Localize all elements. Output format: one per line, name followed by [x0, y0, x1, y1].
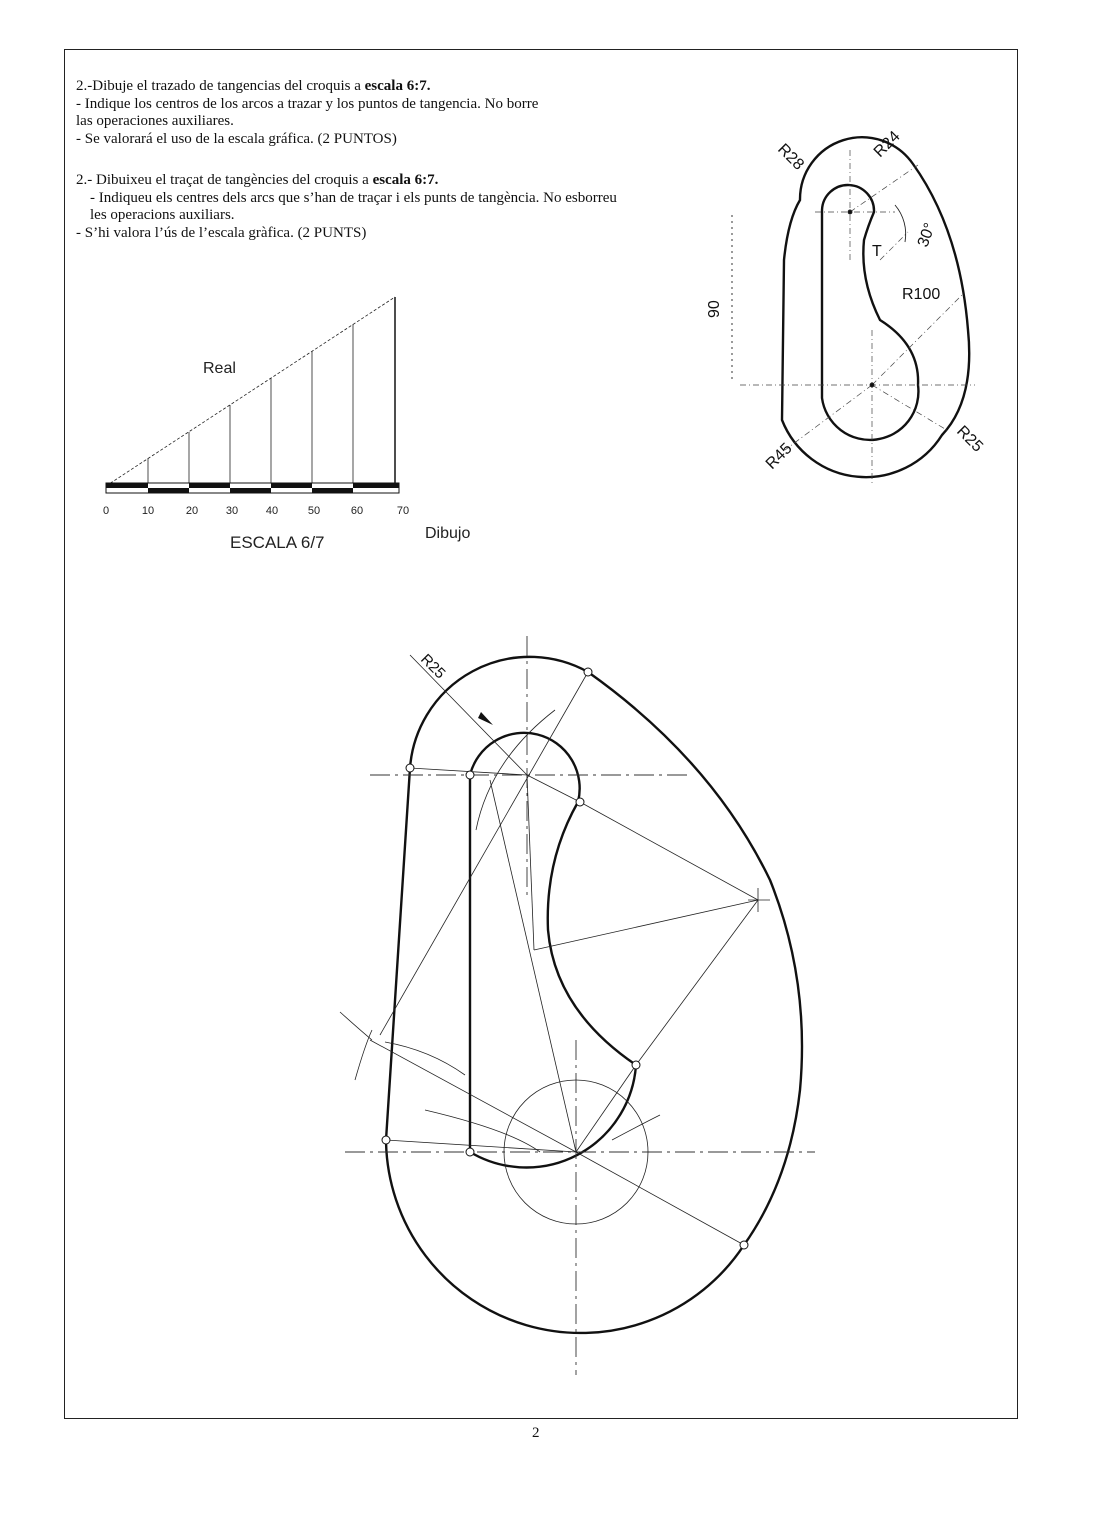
tangent-point	[632, 1061, 640, 1069]
construction-line	[370, 1040, 576, 1152]
exercise-title-ca: 2.- Dibuixeu el traçat de tangències del croquis a escala 6:7.	[76, 172, 439, 188]
radius-arrow-head	[478, 712, 493, 725]
tangent-point	[740, 1241, 748, 1249]
sketch-radius-r45: R45	[762, 440, 796, 473]
tangent-point	[406, 764, 414, 772]
outer-contour	[386, 657, 802, 1333]
construction-arc	[340, 1012, 372, 1040]
sketch-radius-r28: R28	[774, 140, 807, 174]
sketch-tangent-point-t: T	[872, 243, 882, 260]
construction-line	[386, 1140, 576, 1152]
construction-arc	[612, 1115, 660, 1140]
radius-label-r25: R25	[417, 650, 449, 683]
exercise-line: las operaciones auxiliares.	[76, 113, 234, 129]
construction-line	[576, 1152, 744, 1245]
sketch-dimension-90: 90	[706, 300, 723, 318]
tangent-point	[584, 668, 592, 676]
construction-line	[534, 900, 758, 950]
exercise-line: - Se valorará el uso de la escala gráfica. (2 PUNTOS)	[76, 130, 397, 147]
scale-tick-label: 0	[102, 505, 110, 517]
construction-line	[527, 775, 534, 950]
exercise-title-es: 2.-Dibuje el trazado de tangencias del croquis a escala 6:7.	[76, 78, 431, 94]
sketch-radius-r24: R24	[870, 128, 904, 161]
tangent-point	[576, 798, 584, 806]
drawing-label: Dibujo	[425, 525, 471, 542]
scale-tick-label: 30	[225, 505, 239, 517]
construction-arc	[476, 710, 555, 830]
scale-tick-label: 70	[396, 505, 410, 517]
exercise-line: les operacions auxiliars.	[90, 207, 235, 223]
real-label: Real	[203, 360, 236, 377]
tangent-point	[382, 1136, 390, 1144]
scale-tick-label: 40	[265, 505, 279, 517]
sketch-radius-r25: R25	[953, 422, 986, 456]
exercise-line: - Indique los centros de los arcos a trazar y los puntos de tangencia. No borre	[76, 95, 539, 112]
construction-line	[527, 775, 580, 802]
tangent-point	[466, 771, 474, 779]
tangent-point	[466, 1148, 474, 1156]
sketch-radius-r100: R100	[902, 286, 941, 303]
scale-label: ESCALA 6/7	[230, 533, 325, 552]
construction-line	[636, 900, 758, 1065]
scale-tick-label: 10	[141, 505, 155, 517]
scale-tick-label: 60	[350, 505, 364, 517]
exercise-line: - Indiqueu els centres dels arcs que s’han de traçar i els punts de tangència. No esborreu	[90, 189, 617, 206]
scale-tick-label: 20	[185, 505, 199, 517]
exercise-line: - S’hi valora l’ús de l’escala gràfica. (2 PUNTS)	[76, 224, 367, 241]
page-number: 2	[532, 1425, 540, 1441]
inner-contour	[470, 733, 636, 1168]
construction-line	[580, 802, 758, 900]
sketch-angle-30: 30°	[914, 220, 940, 250]
construction-line	[576, 1065, 636, 1152]
scale-tick-label: 50	[307, 505, 321, 517]
